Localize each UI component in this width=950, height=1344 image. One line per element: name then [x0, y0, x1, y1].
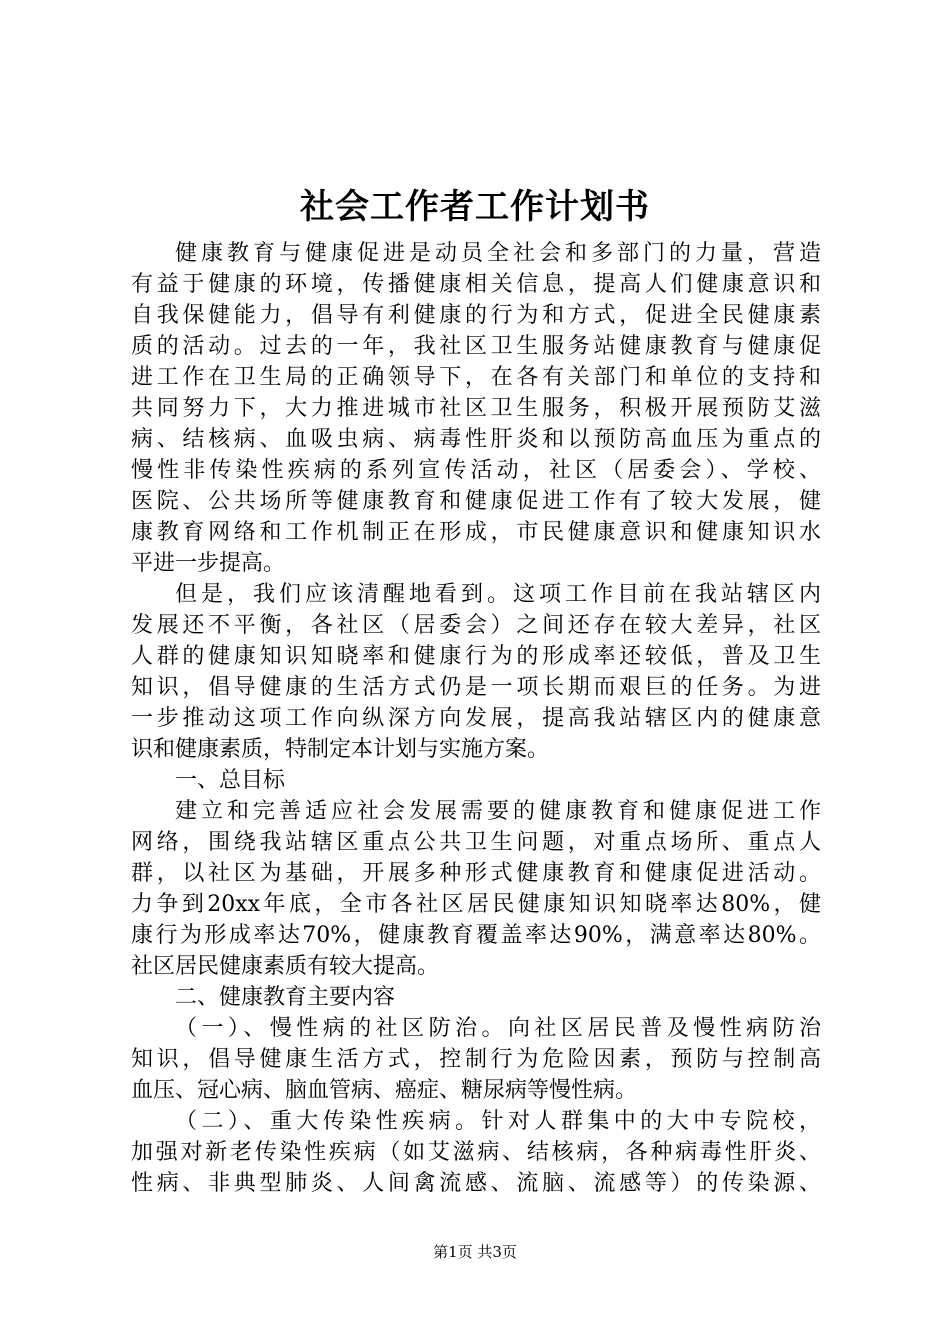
paragraph-line: 群，以社区为基础，开展多种形式健康教育和健康促进活动。 — [131, 861, 821, 886]
paragraph-line: 建立和完善适应社会发展需要的健康教育和健康促进工作 — [175, 799, 821, 824]
paragraph-line: 知识，倡导健康的生活方式仍是一项长期而艰巨的任务。为进 — [131, 675, 821, 700]
paragraph-line: 知识，倡导健康生活方式，控制行为危险因素，预防与控制高 — [131, 1047, 821, 1072]
paragraph-line: 发展还不平衡，各社区（居委会）之间还存在较大差异，社区 — [131, 613, 821, 638]
paragraph-line: 康教育网络和工作机制正在形成，市民健康意识和健康知识水 — [131, 520, 821, 545]
paragraph-line: 康行为形成率达70%，健康教育覆盖率达90%，满意率达80%。 — [131, 923, 821, 948]
document-body — [131, 238, 821, 1199]
paragraph-line: 力争到20xx年底，全市各社区居民健康知识知晓率达80%，健 — [131, 892, 821, 917]
paragraph-line: 血压、冠心病、脑血管病、癌症、糖尿病等慢性病。 — [131, 1078, 638, 1103]
paragraph-line: 人群的健康知识知晓率和健康行为的形成率还较低，普及卫生 — [131, 644, 821, 669]
paragraph-line: 网络，围绕我站辖区重点公共卫生问题，对重点场所、重点人 — [131, 830, 821, 855]
paragraph-line: 加强对新老传染性疾病（如艾滋病、结核病，各种病毒性肝炎、 — [131, 1140, 821, 1165]
paragraph-line: 平进一步提高。 — [131, 551, 286, 576]
paragraph-line: 共同努力下，大力推进城市社区卫生服务，积极开展预防艾滋 — [131, 396, 821, 421]
paragraph-line: 识和健康素质，特制定本计划与实施方案。 — [131, 737, 550, 762]
section-heading: 二、健康教育主要内容 — [175, 985, 396, 1010]
paragraph-line: 病、结核病、血吸虫病、病毒性肝炎和以预防高血压为重点的 — [131, 427, 821, 452]
paragraph-line: （一）、慢性病的社区防治。向社区居民普及慢性病防治 — [175, 1016, 821, 1041]
paragraph-line: 质的活动。过去的一年，我社区卫生服务站健康教育与健康促 — [131, 334, 821, 359]
paragraph-line: （二）、重大传染性疾病。针对人群集中的大中专院校， — [175, 1109, 821, 1134]
paragraph-line: 医院、公共场所等健康教育和健康促进工作有了较大发展，健 — [131, 489, 821, 514]
paragraph-line: 健康教育与健康促进是动员全社会和多部门的力量，营造 — [175, 241, 821, 266]
paragraph-line: 一步推动这项工作向纵深方向发展，提高我站辖区内的健康意 — [131, 706, 821, 731]
paragraph-line: 有益于健康的环境，传播健康相关信息，提高人们健康意识和 — [131, 272, 821, 297]
document-title: 社会工作者工作计划书 — [300, 187, 650, 227]
paragraph-line: 自我保健能力，倡导有利健康的行为和方式，促进全民健康素 — [131, 303, 821, 328]
paragraph-line: 社区居民健康素质有较大提高。 — [131, 954, 440, 979]
page-number-footer: 第1页 共3页 — [433, 1243, 517, 1261]
paragraph-line: 性病、非典型肺炎、人间禽流感、流脑、流感等）的传染源、 — [131, 1171, 821, 1196]
paragraph-line: 慢性非传染性疾病的系列宣传活动，社区（居委会）、学校、 — [131, 458, 821, 483]
section-heading: 一、总目标 — [175, 768, 286, 793]
paragraph-line: 但是，我们应该清醒地看到。这项工作目前在我站辖区内 — [175, 582, 821, 607]
paragraph-line: 进工作在卫生局的正确领导下，在各有关部门和单位的支持和 — [131, 365, 821, 390]
